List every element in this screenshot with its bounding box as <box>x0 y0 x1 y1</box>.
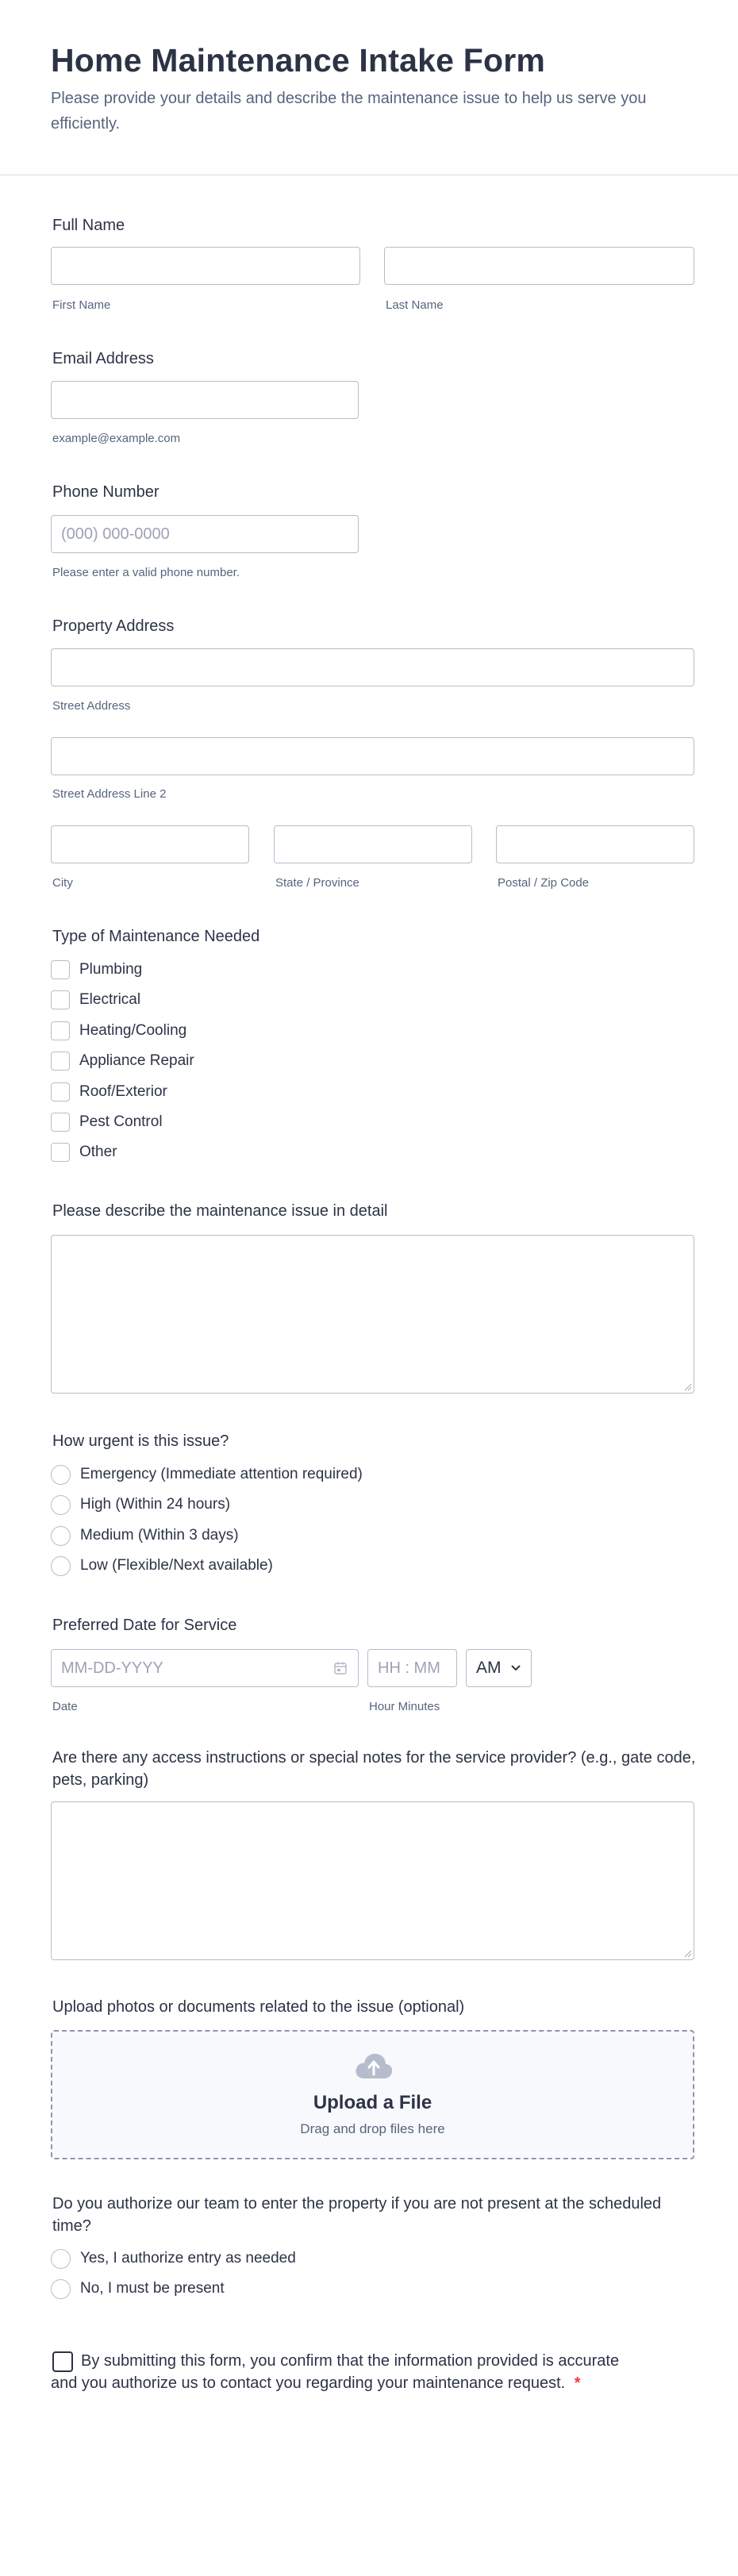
authorization-option-yes[interactable] <box>51 2248 296 2269</box>
first-name-input[interactable] <box>51 247 360 285</box>
calendar-icon[interactable] <box>333 1661 348 1675</box>
access-notes-label: Are there any access instructions or special notes for the service provider? (e.g., gate code, pets, parking) <box>52 1749 696 1789</box>
street-address-input[interactable] <box>51 648 694 686</box>
urgency-label: How urgent is this issue? <box>52 1432 229 1450</box>
cloud-upload-icon <box>354 2051 394 2080</box>
radio-button[interactable] <box>51 1495 71 1515</box>
city-input[interactable] <box>51 825 249 863</box>
option-label: Pest Control <box>79 1113 163 1130</box>
checkbox[interactable] <box>51 1021 70 1040</box>
form-subtitle: Please provide your details and describe the maintenance issue to help us serve you efficiently. <box>51 90 647 133</box>
maintenance-option-appliance-repair[interactable] <box>51 1051 194 1071</box>
option-label: Other <box>79 1144 117 1160</box>
option-label: Plumbing <box>79 961 143 978</box>
maintenance-option-pest-control[interactable] <box>51 1112 163 1132</box>
option-label: Yes, I authorize entry as needed <box>80 2250 296 2266</box>
address-label: Property Address <box>52 617 175 635</box>
street-address-line2-sublabel: Street Address Line 2 <box>52 787 167 801</box>
checkbox[interactable] <box>51 990 70 1009</box>
street-address-sublabel: Street Address <box>52 699 131 713</box>
maintenance-option-electrical[interactable] <box>51 990 140 1010</box>
street-address-line2-input[interactable] <box>51 737 694 775</box>
urgency-option-emergency[interactable] <box>51 1464 363 1485</box>
radio-button[interactable] <box>51 1465 71 1485</box>
time-input[interactable] <box>367 1649 457 1687</box>
required-mark: * <box>574 2374 581 2392</box>
maintenance-option-roof-exterior[interactable] <box>51 1082 167 1102</box>
email-input[interactable] <box>51 381 359 419</box>
urgency-option-high[interactable] <box>51 1494 230 1515</box>
option-label: Heating/Cooling <box>79 1022 187 1039</box>
description-textarea[interactable] <box>51 1235 694 1394</box>
zip-input[interactable] <box>496 825 694 863</box>
option-label: Roof/Exterior <box>79 1083 167 1100</box>
maintenance-option-plumbing[interactable] <box>51 959 142 980</box>
state-sublabel: State / Province <box>275 876 359 890</box>
consent-text-block <box>51 2350 622 2394</box>
option-label: No, I must be present <box>80 2280 225 2297</box>
resize-handle-icon[interactable] <box>682 1948 692 1958</box>
radio-button[interactable] <box>51 1526 71 1546</box>
checkbox[interactable] <box>51 1052 70 1071</box>
option-label: Emergency (Immediate attention required) <box>80 1466 363 1482</box>
state-input[interactable] <box>274 825 472 863</box>
option-label: Electrical <box>79 991 141 1008</box>
full-name-label: Full Name <box>52 217 125 234</box>
consent-text: By submitting this form, you confirm that the information provided is accurate and you authorize us to contact you regarding your maintenance request. <box>51 2352 620 2392</box>
urgency-option-low[interactable] <box>51 1555 273 1576</box>
last-name-sublabel: Last Name <box>386 298 444 312</box>
file-upload-dropzone[interactable] <box>51 2030 694 2159</box>
ampm-select-value: AM <box>476 1659 502 1677</box>
option-label: Appliance Repair <box>79 1052 194 1069</box>
last-name-input[interactable] <box>384 247 694 285</box>
maintenance-type-label: Type of Maintenance Needed <box>52 928 260 945</box>
email-sublabel: example@example.com <box>52 432 181 445</box>
authorization-option-no[interactable] <box>51 2278 225 2299</box>
date-input[interactable] <box>51 1649 359 1687</box>
authorization-label: Do you authorize our team to enter the property if you are not present at the scheduled time? <box>52 2195 662 2235</box>
ampm-select[interactable] <box>466 1649 532 1687</box>
radio-button[interactable] <box>51 1556 71 1576</box>
city-sublabel: City <box>52 876 73 890</box>
urgency-option-medium[interactable] <box>51 1525 239 1546</box>
phone-sublabel: Please enter a valid phone number. <box>52 566 240 579</box>
option-label: High (Within 24 hours) <box>80 1496 231 1513</box>
resize-handle-icon[interactable] <box>682 1382 692 1391</box>
checkbox[interactable] <box>51 960 70 979</box>
upload-subtitle: Drag and drop files here <box>300 2121 445 2136</box>
upload-label: Upload photos or documents related to the issue (optional) <box>52 1998 465 2016</box>
date-sublabel: Date <box>52 1700 78 1713</box>
time-sublabel: Hour Minutes <box>369 1700 440 1713</box>
maintenance-option-heating-cooling[interactable] <box>51 1021 186 1041</box>
radio-button[interactable] <box>51 2249 71 2269</box>
option-label: Medium (Within 3 days) <box>80 1527 239 1544</box>
email-label: Email Address <box>52 350 154 367</box>
checkbox[interactable] <box>51 1113 70 1132</box>
form-header <box>0 0 738 175</box>
checkbox[interactable] <box>51 1082 70 1102</box>
radio-button[interactable] <box>51 2279 71 2299</box>
preferred-date-label: Preferred Date for Service <box>52 1617 237 1634</box>
maintenance-option-other[interactable] <box>51 1142 117 1163</box>
first-name-sublabel: First Name <box>52 298 111 312</box>
zip-sublabel: Postal / Zip Code <box>498 876 590 890</box>
chevron-down-icon <box>510 1664 521 1672</box>
checkbox[interactable] <box>51 1143 70 1162</box>
upload-title: Upload a File <box>313 2092 432 2113</box>
phone-label: Phone Number <box>52 483 160 501</box>
option-label: Low (Flexible/Next available) <box>80 1557 273 1574</box>
form-title: Home Maintenance Intake Form <box>51 42 546 79</box>
access-notes-textarea[interactable] <box>51 1801 694 1960</box>
phone-input[interactable] <box>51 515 359 553</box>
description-label: Please describe the maintenance issue in detail <box>52 1202 388 1220</box>
